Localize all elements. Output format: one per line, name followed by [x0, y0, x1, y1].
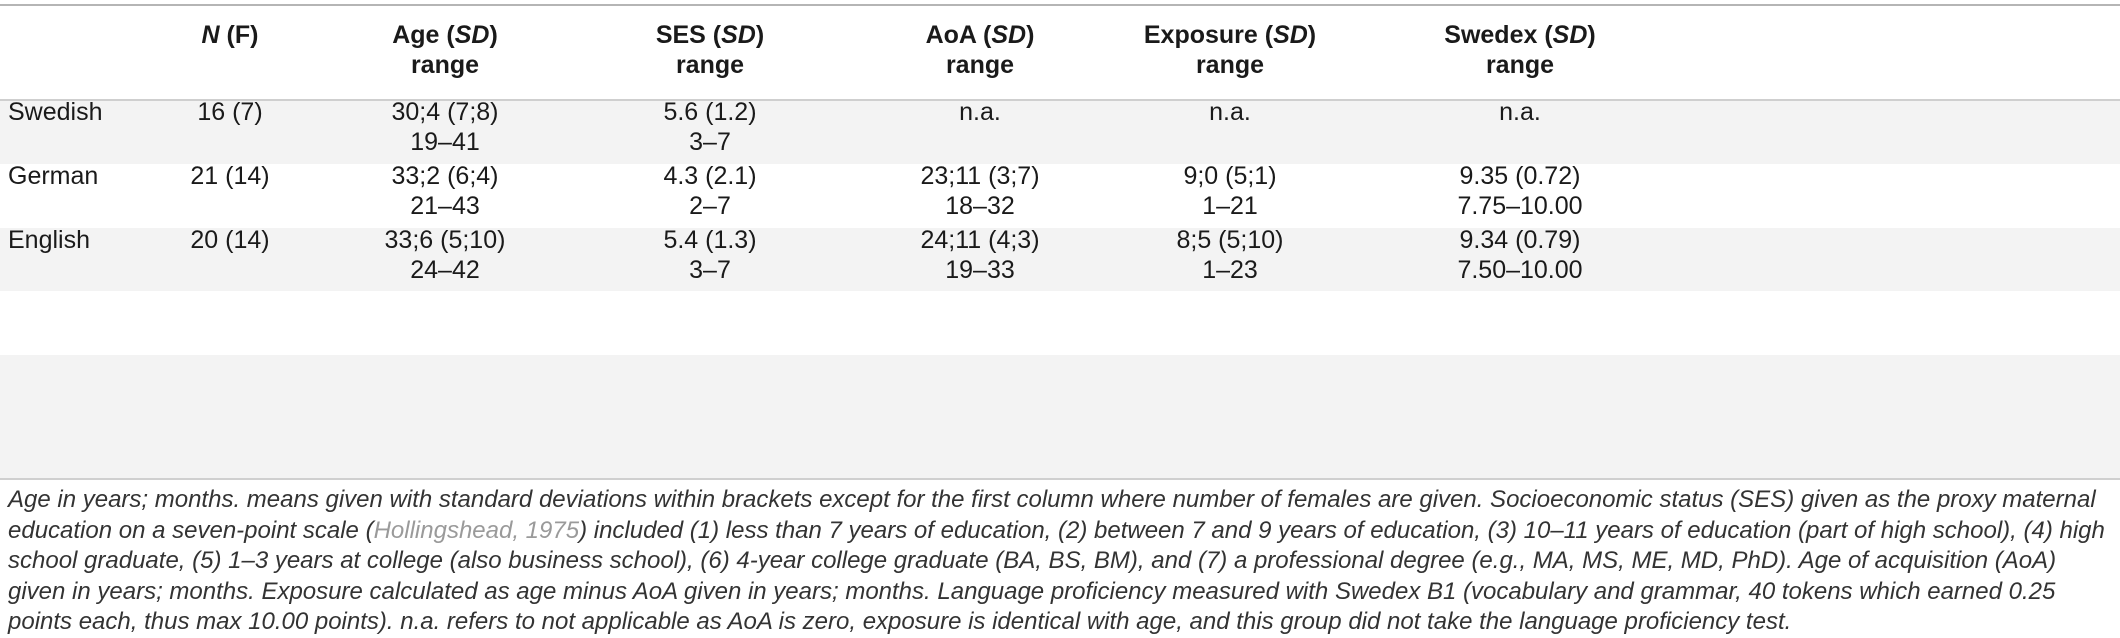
cell-ses-swedish — [620, 97, 800, 157]
table-top-rule — [0, 4, 2120, 6]
cell-n-english: 20 (14) — [190, 226, 270, 254]
cell-exposure-swedish — [1095, 97, 1365, 127]
header-swedex-sd: SD — [1552, 21, 1588, 49]
cell-swedex-english-mean: 9.34 (0.79) — [1459, 226, 1581, 254]
header-swedex-label: Swedex ( — [1444, 21, 1553, 49]
cell-aoa-english — [880, 225, 1080, 285]
header-exposure — [1095, 20, 1365, 80]
cell-age-german — [355, 161, 535, 221]
cell-age-english-mean: 33;6 (5;10) — [384, 226, 506, 254]
cell-aoa-german-range: 18–32 — [945, 192, 1015, 220]
header-age — [355, 20, 535, 80]
row-label-swedish: Swedish — [8, 98, 103, 126]
cell-age-swedish — [355, 97, 535, 157]
cell-swedex-english-range: 7.50–10.00 — [1457, 256, 1583, 284]
cell-swedex-german-mean: 9.35 (0.72) — [1459, 162, 1581, 190]
cell-age-german-mean: 33;2 (6;4) — [391, 162, 499, 190]
cell-exposure-english — [1095, 225, 1365, 285]
cell-aoa-german — [880, 161, 1080, 221]
header-exposure-sd: SD — [1273, 21, 1308, 49]
header-ses-sd: SD — [721, 21, 756, 49]
cell-aoa-german-mean: 23;11 (3;7) — [920, 162, 1040, 190]
cell-ses-german-mean: 4.3 (2.1) — [663, 162, 757, 190]
cell-age-german-range: 21–43 — [410, 192, 480, 220]
header-aoa-label: AoA ( — [925, 21, 992, 49]
cell-ses-german-range: 2–7 — [689, 192, 731, 220]
footnote-citation-link[interactable]: Hollingshead, 1975 — [373, 516, 580, 544]
header-aoa — [880, 20, 1080, 80]
cell-swedex-swedish — [1390, 97, 1650, 127]
header-exposure-range: range — [1195, 51, 1265, 79]
cell-n-swedish: 16 (7) — [197, 98, 263, 126]
header-swedex-range: range — [1485, 51, 1555, 79]
header-age-close: ) — [489, 21, 498, 49]
cell-exposure-german — [1095, 161, 1365, 221]
cell-exposure-swedish-mean: n.a. — [1209, 98, 1251, 126]
cell-swedex-swedish-mean: n.a. — [1499, 98, 1541, 126]
cell-ses-swedish-range: 3–7 — [689, 128, 731, 156]
cell-swedex-german-range: 7.75–10.00 — [1457, 192, 1583, 220]
header-swedex — [1390, 20, 1650, 80]
cell-aoa-swedish — [880, 97, 1080, 127]
header-ses-label: SES ( — [655, 21, 722, 49]
header-aoa-sd: SD — [991, 21, 1027, 49]
cell-aoa-swedish-mean: n.a. — [959, 98, 1001, 126]
cell-ses-english — [620, 225, 800, 285]
header-ses-close: ) — [755, 21, 765, 49]
cell-exposure-german-range: 1–21 — [1202, 192, 1258, 220]
header-n-suffix: (F) — [219, 21, 259, 49]
header-aoa-range: range — [945, 51, 1015, 79]
cell-exposure-german-mean: 9;0 (5;1) — [1183, 162, 1277, 190]
row-shade-english — [0, 355, 2120, 478]
cell-ses-english-mean: 5.4 (1.3) — [663, 226, 757, 254]
cell-aoa-english-range: 19–33 — [945, 256, 1015, 284]
header-exposure-close: ) — [1307, 21, 1317, 49]
cell-age-english — [355, 225, 535, 285]
table-bottom-rule — [0, 478, 2120, 480]
footnote-text-2: ) included (1) less than 7 years of education, (2) between 7 and 9 years of education, (3) 10–11 years of education (part of high school), (4) high school graduate, (5) 1–3 years at college (also business school), (6) 4-year college graduate (BA, BS, BM), and (7) a professional degree (e.g., MA, MS, ME, MD, PhD). Age of acquisition (AoA) given in years; months. Exposure calculated as age minus AoA given in years; months. Language proficiency measured with Swedex B1 (vocabulary and grammar, 40 tokens which earned 0.25 points each, thus max 10.00 points). n.a. refers to not applicable as AoA is zero, exposure is identical with age, and this group did not take the language proficiency test. — [8, 516, 2105, 635]
header-aoa-close: ) — [1026, 21, 1035, 49]
cell-exposure-english-mean: 8;5 (5;10) — [1176, 226, 1284, 254]
cell-age-swedish-mean: 30;4 (7;8) — [391, 98, 499, 126]
cell-age-swedish-range: 19–41 — [410, 128, 480, 156]
header-age-label: Age ( — [392, 21, 455, 49]
cell-ses-german — [620, 161, 800, 221]
row-label-german: German — [8, 162, 99, 190]
cell-exposure-english-range: 1–23 — [1202, 256, 1258, 284]
cell-age-english-range: 24–42 — [410, 256, 480, 284]
footnote-text-1: Age in years; months. means given with standard deviations within brackets except for the first column where number of females are given. Socioeconomic status (SES) given as the proxy maternal education on a seven-point scale ( — [8, 486, 2096, 544]
cell-swedex-german — [1390, 161, 1650, 221]
table-footnote — [8, 485, 2112, 638]
header-age-sd: SD — [454, 21, 490, 49]
header-ses-range: range — [675, 51, 745, 79]
row-label-english: English — [8, 226, 90, 254]
cell-aoa-english-mean: 24;11 (4;3) — [920, 226, 1040, 254]
header-ses — [620, 20, 800, 80]
header-swedex-close: ) — [1587, 21, 1596, 49]
cell-swedex-english — [1390, 225, 1650, 285]
header-n-symbol: N — [201, 21, 220, 49]
header-n — [160, 20, 300, 50]
cell-n-german: 21 (14) — [190, 162, 270, 190]
header-age-range: range — [410, 51, 480, 79]
cell-ses-english-range: 3–7 — [689, 256, 731, 284]
cell-ses-swedish-mean: 5.6 (1.2) — [663, 98, 757, 126]
header-exposure-label: Exposure ( — [1143, 21, 1274, 49]
